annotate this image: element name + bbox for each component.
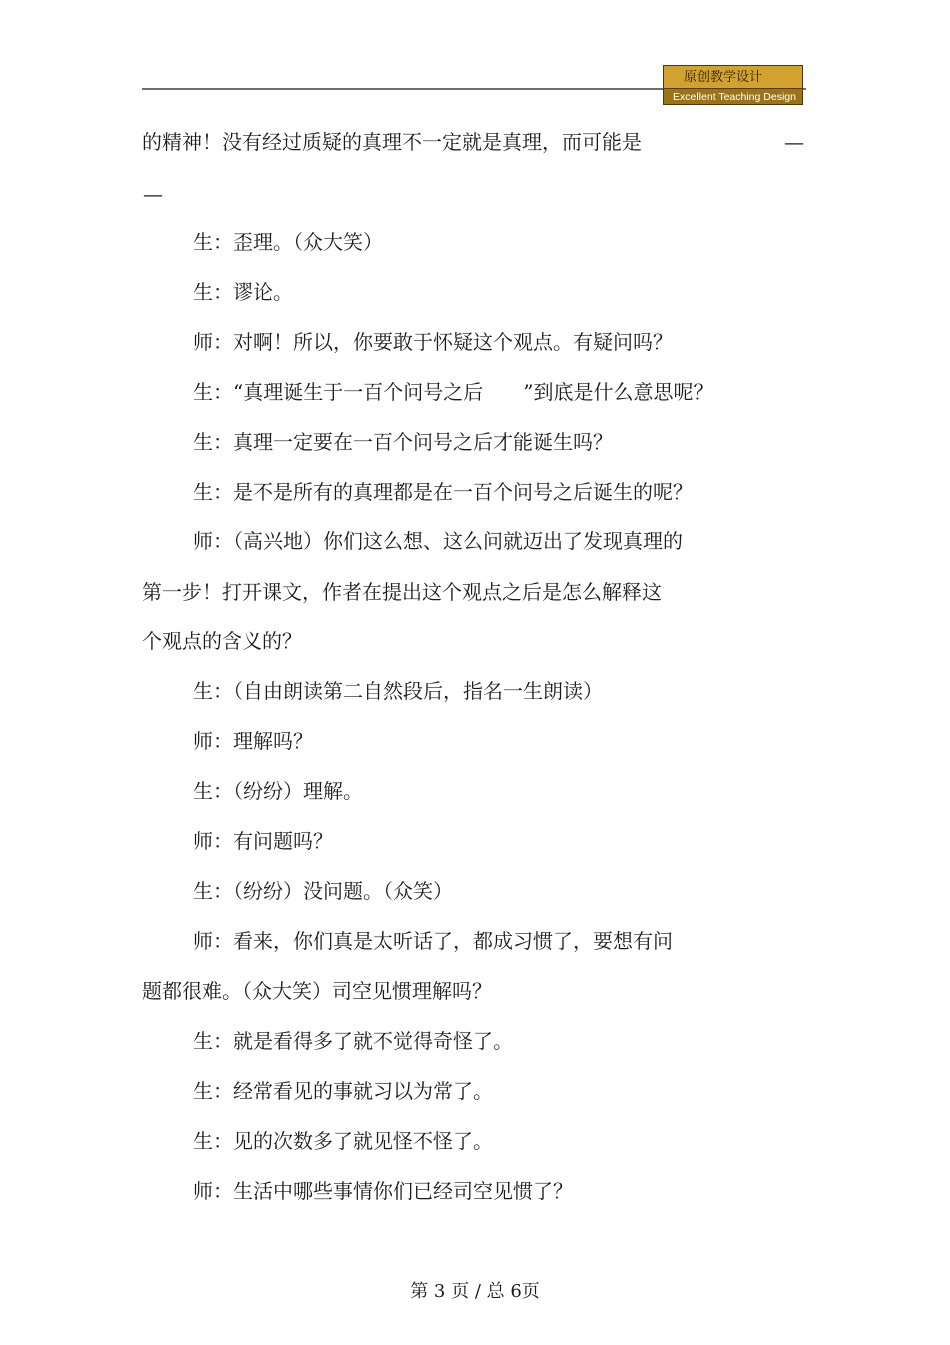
text-line: 第一步！打开课文，作者在提出这个观点之后是怎么解释这 — [142, 580, 662, 604]
text-line: 师：理解吗？ — [193, 729, 313, 753]
text-line: 生：（自由朗读第二自然段后，指名一生朗读） — [193, 679, 603, 703]
text-line: 个观点的含义的？ — [142, 629, 302, 653]
text-line: 师：看来，你们真是太听话了，都成习惯了，要想有问 — [193, 929, 673, 953]
text-line: 生：谬论。 — [193, 280, 293, 304]
text-line: 师：对啊！所以，你要敢于怀疑这个观点。有疑问吗？ — [193, 330, 673, 354]
text-line: 师：（高兴地）你们这么想、这么问就迈出了发现真理的 — [193, 529, 683, 553]
text-line: 的精神！没有经过质疑的真理不一定就是真理，而可能是 — [142, 130, 642, 154]
text-line: 生：（纷纷）没问题。（众笑） — [193, 879, 453, 903]
text-line: 生：见的次数多了就见怪不怪了。 — [193, 1129, 493, 1153]
text-line: 生：经常看见的事就习以为常了。 — [193, 1079, 493, 1103]
text-line: 师：生活中哪些事情你们已经司空见惯了？ — [193, 1179, 573, 1203]
text-line: 生：就是看得多了就不觉得奇怪了。 — [193, 1029, 513, 1053]
badge-subtitle: Excellent Teaching Design — [663, 89, 803, 105]
text-line: 师：有问题吗？ — [193, 829, 333, 853]
badge-title: 原创教学设计 — [663, 65, 803, 89]
dash-mark: — — [143, 182, 163, 206]
text-line: 生：（纷纷）理解。 — [193, 779, 363, 803]
text-line: 生：“真理诞生于一百个问号之后 ”到底是什么意思呢？ — [193, 380, 714, 404]
dash-mark: — — [784, 130, 804, 154]
text-line: 生：歪理。（众大笑） — [193, 230, 383, 254]
text-line: 生：真理一定要在一百个问号之后才能诞生吗？ — [193, 430, 613, 454]
page-number: 第 3 页 / 总 6页 — [410, 1281, 540, 1302]
header-badge — [663, 65, 803, 105]
text-line: 生：是不是所有的真理都是在一百个问号之后诞生的呢？ — [193, 480, 693, 504]
text-line: 题都很难。（众大笑）司空见惯理解吗？ — [142, 979, 492, 1003]
